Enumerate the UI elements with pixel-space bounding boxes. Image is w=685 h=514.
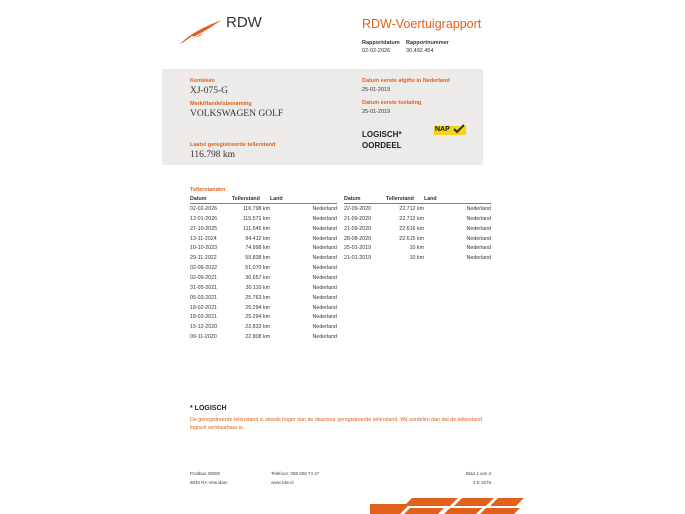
reading-date: 27-10-2025 xyxy=(190,225,218,232)
first-admission-label: Datum eerste toelating xyxy=(362,100,422,106)
reading-date: 02-06-2021 xyxy=(190,274,218,281)
brand-name: RDW xyxy=(226,14,262,31)
make-label: Merk/Handelsbenaming xyxy=(190,101,252,107)
readings-title: Tellerstanden xyxy=(190,187,226,193)
reading-date: 15-12-2020 xyxy=(190,324,218,331)
reading-row xyxy=(190,253,337,263)
readings-table-right xyxy=(344,195,491,263)
report-date-label: Rapportdatum xyxy=(362,40,400,46)
reading-row xyxy=(190,283,337,293)
reading-row xyxy=(344,234,491,244)
reading-row xyxy=(190,312,337,322)
report-title: RDW-Voertuigrapport xyxy=(362,17,482,31)
plate-label: Kenteken xyxy=(190,78,215,84)
reading-row xyxy=(190,204,337,214)
reading-row xyxy=(190,273,337,283)
reading-country: Nederland xyxy=(466,215,491,222)
readings-table-left xyxy=(190,195,337,342)
reading-date: 21-01-2019 xyxy=(344,255,372,262)
reading-row xyxy=(190,293,337,303)
reading-country: Nederland xyxy=(466,255,491,262)
reading-date: 18-02-2021 xyxy=(190,304,218,311)
first-nl-value: 25-01-2019 xyxy=(362,87,391,93)
reading-odometer: 22.616 km xyxy=(399,225,424,232)
reading-odometer: 116.798 km xyxy=(242,205,270,212)
reading-odometer: 22.615 km xyxy=(399,235,424,242)
reading-row xyxy=(190,263,337,273)
reading-date: 18-02-2021 xyxy=(190,314,218,321)
reading-country: Nederland xyxy=(466,205,491,212)
rdw-logo-icon xyxy=(178,18,224,46)
reading-row xyxy=(190,214,337,224)
make-value: VOLKSWAGEN GOLF xyxy=(190,109,284,119)
reading-date: 09-11-2020 xyxy=(190,334,217,341)
col-country: Land xyxy=(424,195,491,204)
reading-row xyxy=(344,224,491,234)
reading-country: Nederland xyxy=(466,245,491,252)
nap-logo xyxy=(434,126,466,138)
reading-country: Nederland xyxy=(312,274,337,281)
reading-date: 21-09-2020 xyxy=(344,215,372,222)
checkmark-icon xyxy=(453,124,465,134)
reading-row xyxy=(190,224,337,234)
verdict-line1: LOGISCH* xyxy=(362,130,402,139)
reading-country: Nederland xyxy=(312,265,337,272)
reading-row xyxy=(190,243,337,253)
col-odometer: Tellerstand xyxy=(232,195,270,204)
reading-date: 02-06-2022 xyxy=(190,265,218,272)
reading-odometer: 25.294 km xyxy=(245,304,270,311)
reading-odometer: 30.110 km xyxy=(245,284,270,291)
footer-page: Blad 1 van 3 xyxy=(466,471,492,476)
col-odometer: Tellerstand xyxy=(386,195,424,204)
reading-country: Nederland xyxy=(312,225,337,232)
reading-row xyxy=(190,303,337,313)
odometer-label: Laatst geregistreerde tellerstand xyxy=(190,142,276,148)
reading-odometer: 25.294 km xyxy=(245,314,270,321)
reading-row xyxy=(344,214,491,224)
reading-date: 05-03-2021 xyxy=(190,294,218,301)
reading-odometer: 22.712 km xyxy=(399,205,424,212)
reading-country: Nederland xyxy=(312,215,337,222)
reading-country: Nederland xyxy=(466,235,491,242)
col-country: Land xyxy=(270,195,337,204)
first-nl-label: Datum eerste afgifte in Nederland xyxy=(362,78,450,84)
reading-odometer: 115.571 km xyxy=(242,215,270,222)
reading-date: 13-11-2024 xyxy=(190,235,217,242)
reading-row xyxy=(344,253,491,263)
reading-odometer: 111.545 km xyxy=(243,225,270,232)
reading-country: Nederland xyxy=(312,314,337,321)
reading-date: 29-11-2022 xyxy=(190,255,217,262)
reading-date: 12-01-2026 xyxy=(190,215,218,222)
reading-odometer: 74.998 km xyxy=(245,245,270,252)
reading-date: 10-10-2023 xyxy=(190,245,218,252)
reading-date: 21-09-2020 xyxy=(344,225,372,232)
reading-row xyxy=(190,332,337,342)
reading-row xyxy=(190,322,337,332)
reading-country: Nederland xyxy=(312,294,337,301)
reading-country: Nederland xyxy=(312,324,337,331)
first-admission-value: 25-01-2019 xyxy=(362,109,391,115)
reading-country: Nederland xyxy=(312,284,337,291)
verdict-line2: OORDEEL xyxy=(362,141,402,150)
footer-stripes-decoration xyxy=(370,496,526,514)
reading-date: 25-01-2019 xyxy=(344,245,372,252)
col-date: Datum xyxy=(190,195,232,204)
col-date: Datum xyxy=(344,195,386,204)
reading-date: 31-05-2021 xyxy=(190,284,218,291)
reading-country: Nederland xyxy=(466,225,491,232)
footer-website[interactable]: www.rdw.nl xyxy=(271,480,294,485)
report-number-label: Rapportnummer xyxy=(406,40,449,46)
reading-country: Nederland xyxy=(312,205,337,212)
footer-address-1: Postbus 30000 xyxy=(190,471,221,476)
reading-country: Nederland xyxy=(312,334,337,341)
report-date-value: 02-02-2026 xyxy=(362,48,391,54)
reading-odometer: 10 km xyxy=(409,255,424,262)
reading-odometer: 22.808 km xyxy=(245,334,270,341)
reading-row xyxy=(344,204,491,214)
footnote-title: * LOGISCH xyxy=(190,405,227,412)
footer-code: 3 E 1678 xyxy=(473,480,492,485)
reading-date: 22-09-2020 xyxy=(344,205,372,212)
reading-row xyxy=(344,243,491,253)
footer-phone: Telefoon: 088 008 74 47 xyxy=(271,471,320,476)
footnote-text: De geregistreerde tellerstand is steeds hoger dan de daarvoor geregistreerde tellerstand. Wij oordelen dan dat de tellerstand logisch verklaarbaar is. xyxy=(190,417,483,431)
reading-odometer: 10 km xyxy=(409,245,424,252)
footer-address-2: 9640 RA Veendam xyxy=(190,480,228,485)
reading-country: Nederland xyxy=(312,245,337,252)
reading-odometer: 59.838 km xyxy=(245,255,270,262)
report-number-value: 30.492.454 xyxy=(406,48,434,54)
odometer-value: 116.798 km xyxy=(190,150,236,160)
reading-date: 28-08-2020 xyxy=(344,235,372,242)
nap-text: NAP xyxy=(435,126,450,133)
reading-country: Nederland xyxy=(312,235,337,242)
reading-odometer: 22.833 km xyxy=(245,324,270,331)
reading-odometer: 94.412 km xyxy=(245,235,270,242)
reading-odometer: 22.712 km xyxy=(399,215,424,222)
verdict xyxy=(362,129,402,151)
reading-row xyxy=(190,234,337,244)
reading-country: Nederland xyxy=(312,255,337,262)
reading-country: Nederland xyxy=(312,304,337,311)
reading-date: 02-02-2026 xyxy=(190,205,218,212)
reading-odometer: 25.763 km xyxy=(245,294,270,301)
reading-odometer: 51.070 km xyxy=(245,265,270,272)
plate-value: XJ-075-G xyxy=(190,86,228,96)
reading-odometer: 30.657 km xyxy=(245,274,270,281)
